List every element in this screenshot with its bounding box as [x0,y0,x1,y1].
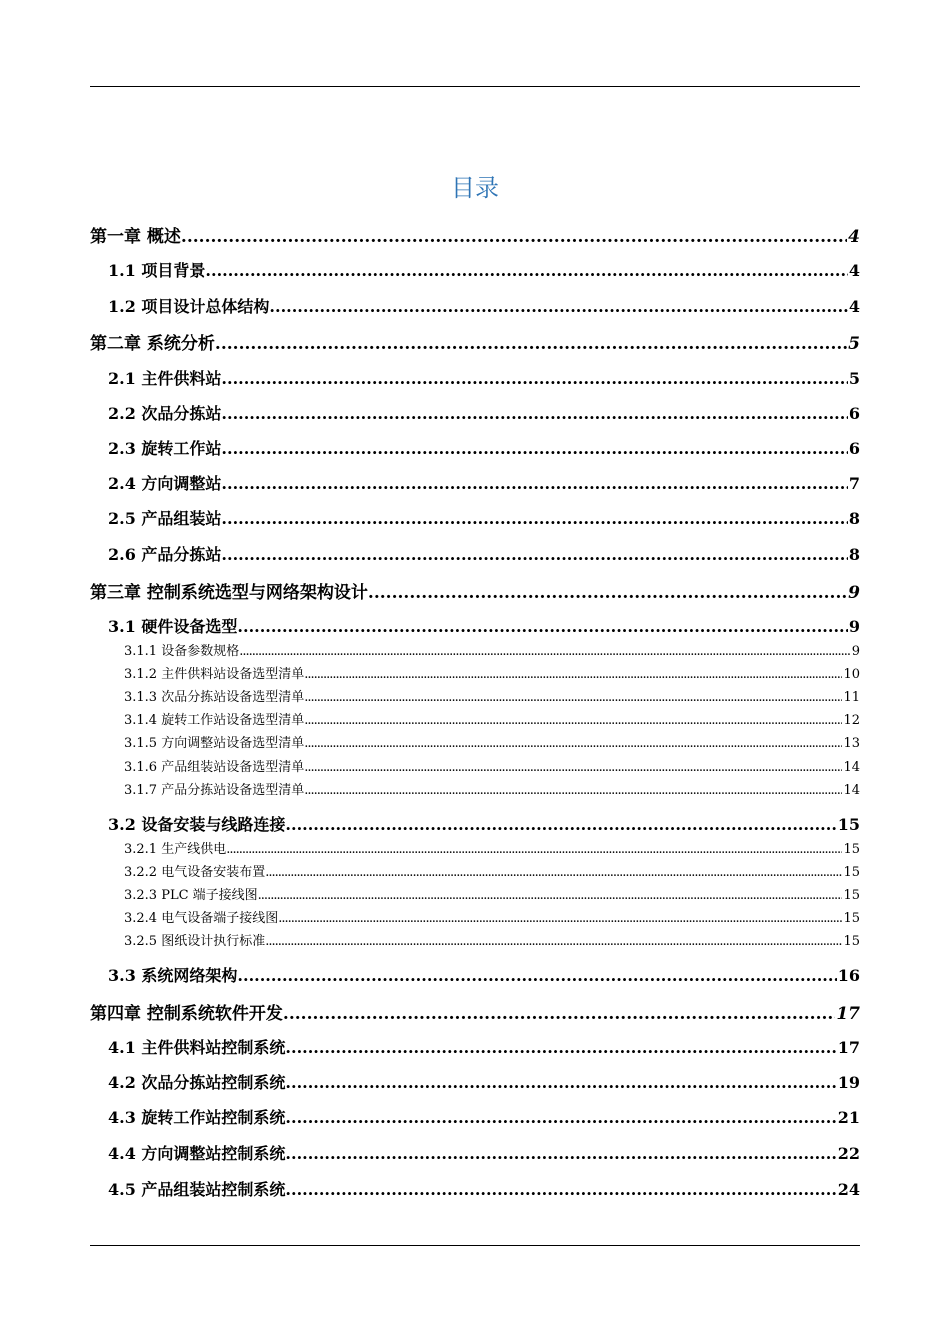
toc-leader-dots [237,617,847,636]
toc-page-number: 8 [848,509,860,528]
toc-subsection-entry[interactable] [90,709,860,727]
toc-section-entry[interactable] [90,401,860,425]
toc-subsection-entry[interactable] [90,663,860,681]
toc-page-number: 12 [843,713,860,727]
toc-section-entry[interactable] [90,294,860,318]
toc-entry-label: 4.3 旋转工作站控制系统 [108,1108,286,1127]
toc-page-number: 14 [843,760,860,774]
toc-leader-dots [226,842,842,856]
toc-subsection-entry[interactable] [90,907,860,925]
toc-leader-dots [304,690,842,704]
toc-page-number: 4 [848,227,860,246]
toc-entry-label: 4.1 主件供料站控制系统 [108,1038,286,1057]
toc-entry-label: 4.5 产品组装站控制系统 [108,1180,286,1199]
toc-entry-label: 4.2 次品分拣站控制系统 [108,1073,286,1092]
toc-entry-label: 3.3 系统网络架构 [108,966,238,985]
toc-leader-dots [285,815,836,834]
toc-leader-dots [269,297,847,316]
toc-page-number: 6 [848,439,860,458]
toc-entry-label: 3.1.3 次品分拣站设备选型清单 [124,690,305,704]
toc-leader-dots [221,474,847,493]
toc-entry-label: 2.3 旋转工作站 [108,439,222,458]
toc-leader-dots [215,334,847,353]
toc-chapter-entry[interactable] [90,222,860,246]
toc-leader-dots [205,261,847,280]
toc-page-number: 15 [843,888,860,902]
toc-leader-dots [283,1004,835,1023]
toc-subsection-entry[interactable] [90,930,860,948]
toc-entry-label: 4.4 方向调整站控制系统 [108,1144,286,1163]
toc-subsection-entry[interactable] [90,861,860,879]
toc-page-number: 15 [843,934,860,948]
toc-entry-label: 2.4 方向调整站 [108,474,222,493]
toc-entry-label: 3.2.3 PLC 端子接线图 [124,888,258,902]
toc-entry-label: 3.1.2 主件供料站设备选型清单 [124,667,305,681]
toc-entry-label: 第二章 系统分析 [90,334,215,353]
toc-entry-label: 3.1 硬件设备选型 [108,617,238,636]
toc-page-number: 4 [848,261,860,280]
toc-leader-dots [285,1180,836,1199]
toc-subsection-entry[interactable] [90,686,860,704]
toc-entry-label: 3.1.6 产品组装站设备选型清单 [124,760,305,774]
toc-leader-dots [265,865,842,879]
toc-entry-label: 2.1 主件供料站 [108,369,222,388]
toc-page-number: 15 [843,911,860,925]
toc-leader-dots [239,644,851,658]
toc-page-number: 22 [837,1144,860,1163]
toc-page-number: 16 [837,966,860,985]
toc-page-number: 14 [843,783,860,797]
toc-leader-dots [221,439,847,458]
toc-entry-label: 3.2.1 生产线供电 [124,842,227,856]
toc-leader-dots [304,736,842,750]
toc-subsection-entry[interactable] [90,756,860,774]
toc-subsection-entry[interactable] [90,640,860,658]
toc-entry-label: 2.5 产品组装站 [108,509,222,528]
toc-section-entry[interactable] [90,963,860,987]
toc-leader-dots [368,583,847,602]
toc-section-entry[interactable] [90,1141,860,1165]
toc-page-number: 13 [843,736,860,750]
page-title: 目录 [451,174,499,202]
toc-entry-label: 第四章 控制系统软件开发 [90,1004,283,1023]
toc-section-entry[interactable] [90,366,860,390]
toc-leader-dots [285,1073,836,1092]
toc-leader-dots [285,1144,836,1163]
toc-section-entry[interactable] [90,812,860,836]
toc-leader-dots [285,1038,836,1057]
toc-leader-dots [304,667,842,681]
toc-entry-label: 1.2 项目设计总体结构 [108,297,270,316]
toc-leader-dots [237,966,836,985]
toc-entry-label: 3.1.4 旋转工作站设备选型清单 [124,713,305,727]
toc-page-number: 9 [848,617,860,636]
toc-entry-label: 2.2 次品分拣站 [108,404,222,423]
toc-page-number: 10 [843,667,860,681]
toc-page-number: 5 [848,334,860,353]
toc-section-entry[interactable] [90,1105,860,1129]
toc-page-number: 15 [843,842,860,856]
toc-page-number: 21 [837,1108,860,1127]
toc-page-number: 15 [843,865,860,879]
toc-section-entry[interactable] [90,506,860,530]
toc-page-number: 6 [848,404,860,423]
toc-leader-dots [278,911,842,925]
toc-page-number: 5 [848,369,860,388]
toc-leader-dots [221,404,847,423]
toc-page-number: 17 [836,1004,860,1023]
toc-page-number: 7 [848,474,860,493]
toc-entry-label: 3.2.4 电气设备端子接线图 [124,911,279,925]
toc-chapter-entry[interactable] [90,329,860,353]
toc-page-number: 15 [837,815,860,834]
toc-leader-dots [304,713,842,727]
toc-page-number: 24 [837,1180,860,1199]
toc-entry-label: 2.6 产品分拣站 [108,545,222,564]
toc-leader-dots [265,934,842,948]
toc-entry-label: 3.1.7 产品分拣站设备选型清单 [124,783,305,797]
toc-section-entry[interactable] [90,471,860,495]
footer-rule [90,1245,860,1246]
toc-page-number: 11 [843,690,860,704]
toc-page-number: 9 [851,644,860,658]
toc-page-number: 17 [837,1038,860,1057]
toc-leader-dots [258,888,843,902]
toc-section-entry[interactable] [90,1177,860,1201]
toc-section-entry[interactable] [90,1070,860,1094]
toc-entry-label: 3.2.2 电气设备安装布置 [124,865,266,879]
toc-entry-label: 3.2 设备安装与线路连接 [108,815,286,834]
toc-section-entry[interactable] [90,1035,860,1059]
toc-subsection-entry[interactable] [90,838,860,856]
toc-entry-label: 第三章 控制系统选型与网络架构设计 [90,583,368,602]
toc-subsection-entry[interactable] [90,884,860,902]
toc-entry-label: 第一章 概述 [90,227,181,246]
toc-page-number: 9 [848,583,860,602]
toc-page-number: 4 [848,297,860,316]
toc-entry-label: 1.1 项目背景 [108,261,206,280]
toc-section-entry[interactable] [90,436,860,460]
toc-leader-dots [221,369,847,388]
toc-page-number: 8 [848,545,860,564]
toc-page-number: 19 [837,1073,860,1092]
toc-section-entry[interactable] [90,614,860,638]
toc-leader-dots [304,760,842,774]
toc-leader-dots [221,545,847,564]
toc-leader-dots [181,227,847,246]
toc-entry-label: 3.2.5 图纸设计执行标准 [124,934,266,948]
toc-leader-dots [221,509,847,528]
toc-subsection-entry[interactable] [90,779,860,797]
toc-chapter-entry[interactable] [90,999,860,1023]
toc-section-entry[interactable] [90,258,860,282]
toc-leader-dots [304,783,842,797]
toc-entry-label: 3.1.5 方向调整站设备选型清单 [124,736,305,750]
toc-subsection-entry[interactable] [90,732,860,750]
toc-entry-label: 3.1.1 设备参数规格 [124,644,240,658]
toc-chapter-entry[interactable] [90,578,860,602]
toc-section-entry[interactable] [90,542,860,566]
toc-leader-dots [285,1108,836,1127]
